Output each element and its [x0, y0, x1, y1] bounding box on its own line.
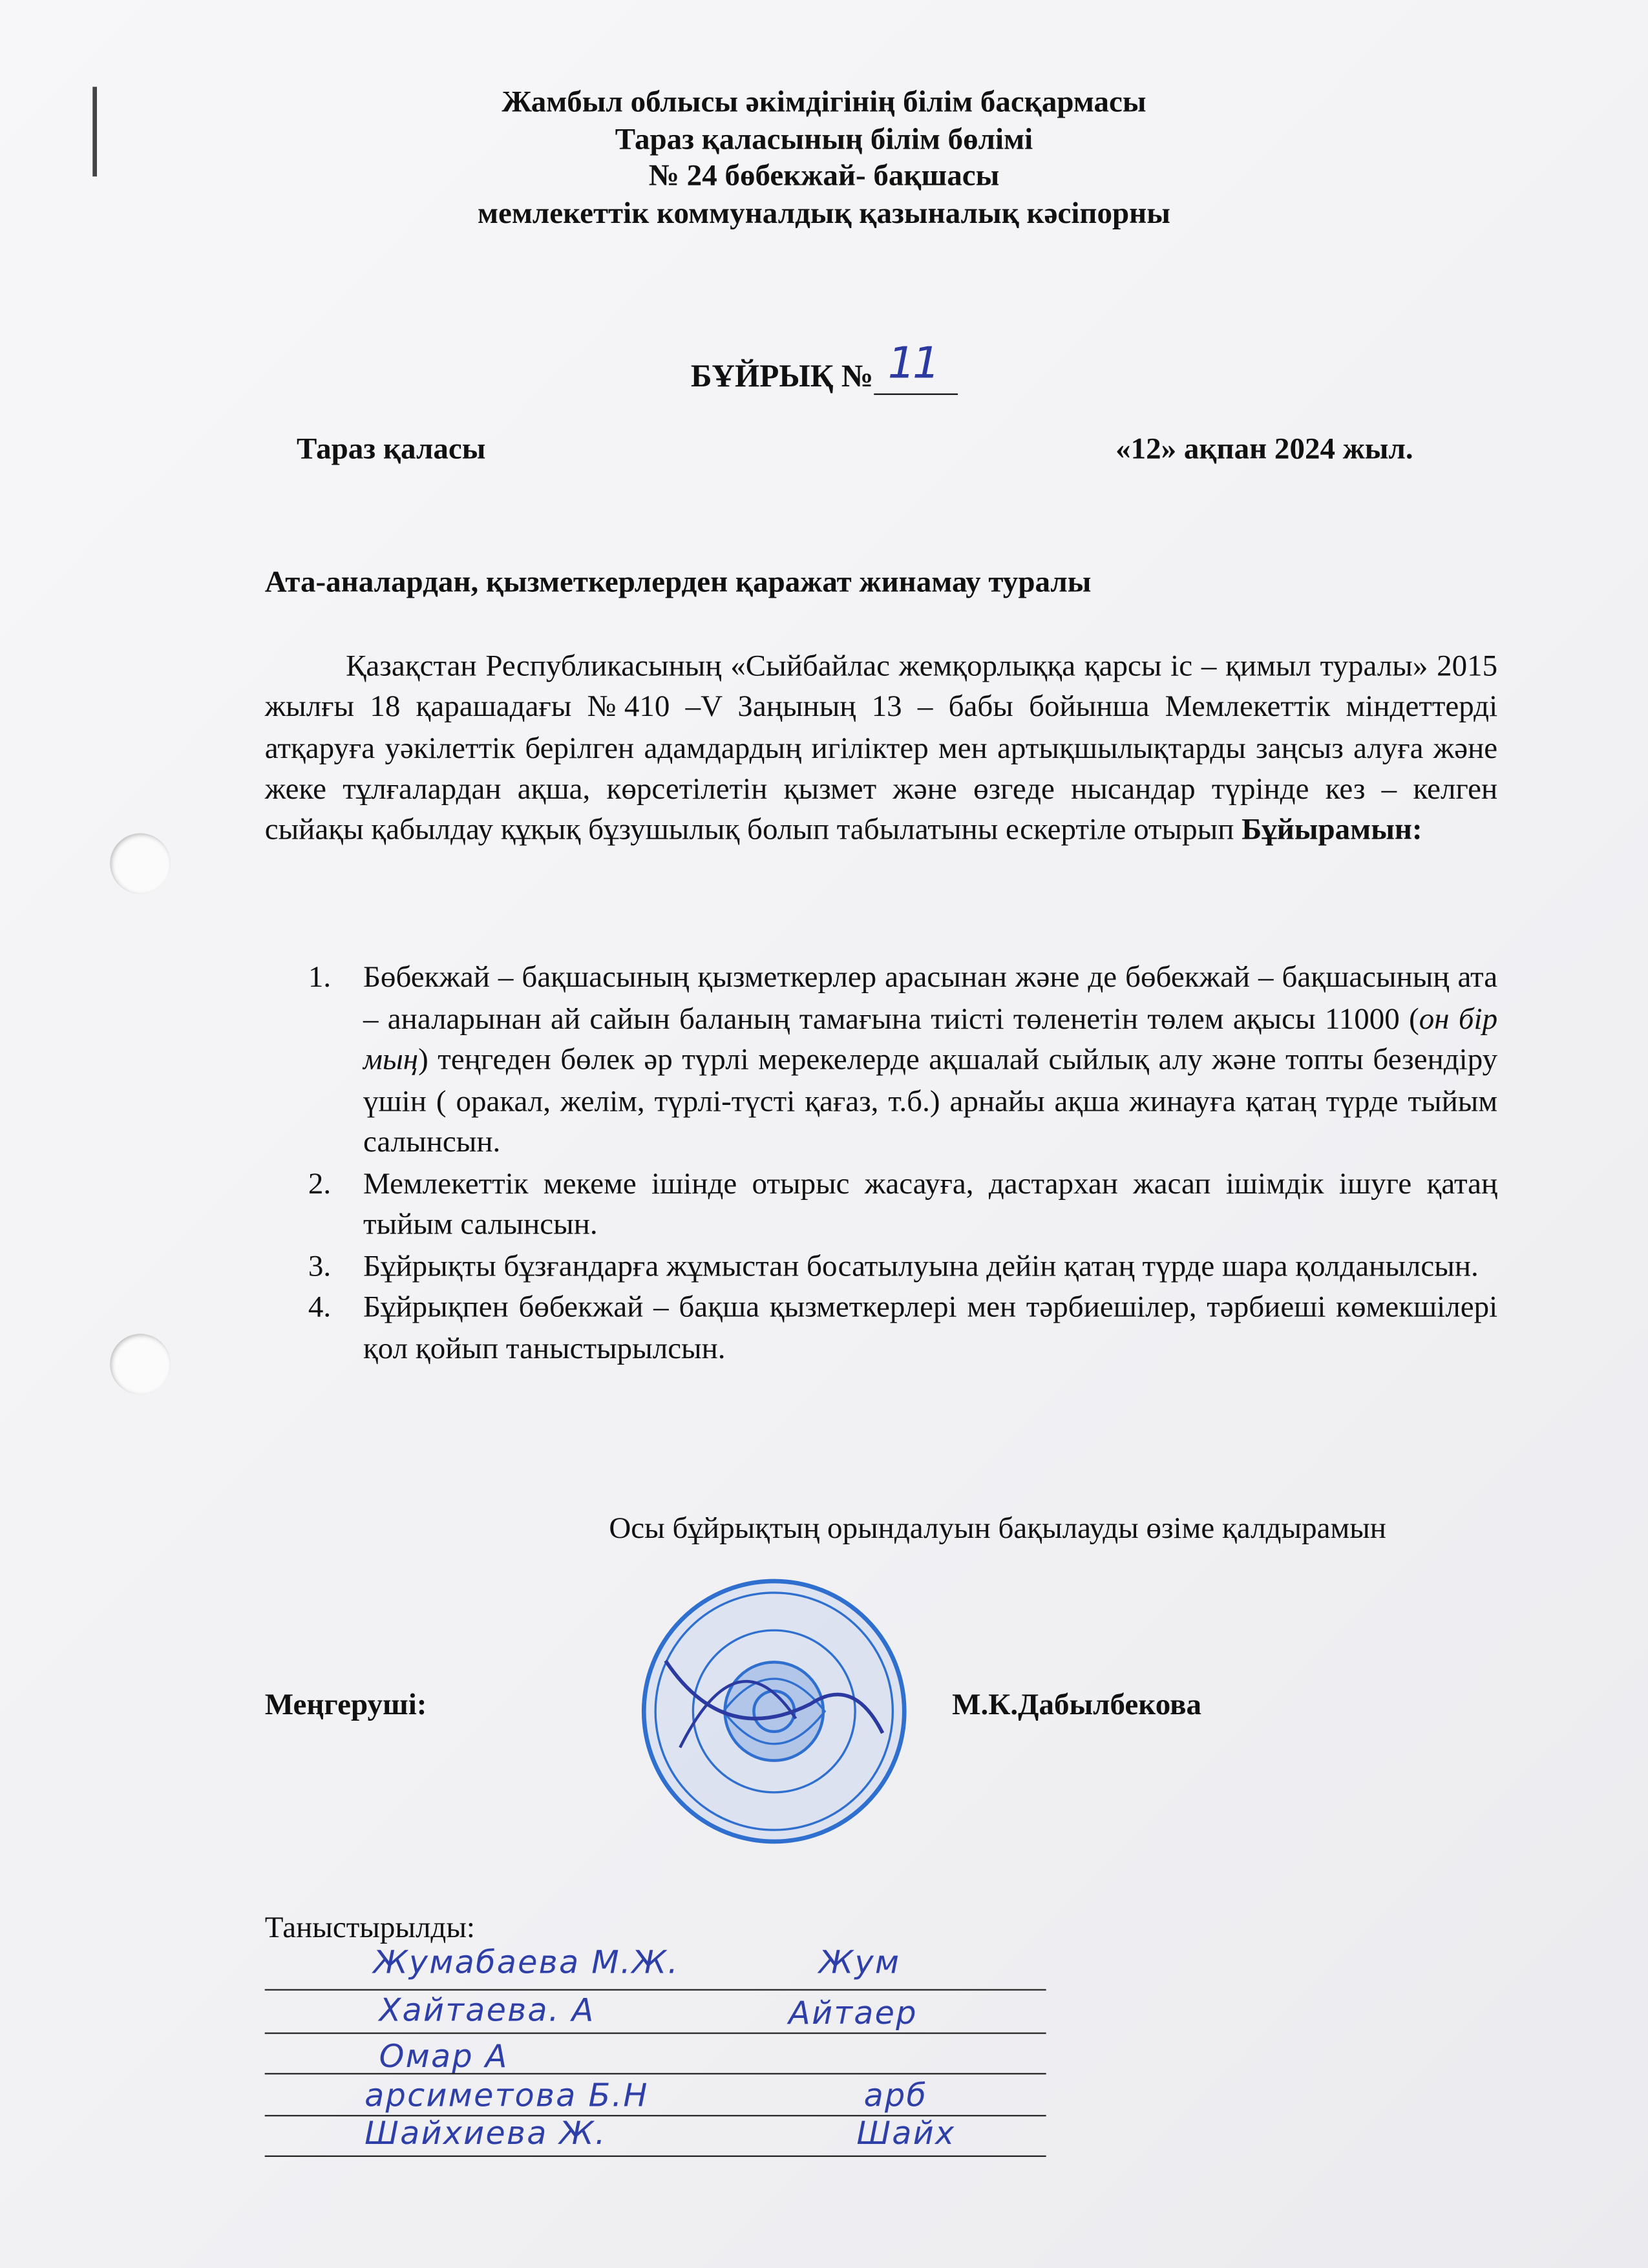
control-statement: Осы бұйрықтың орындалуын бақылауды өзіме қалдырамын: [609, 1510, 1386, 1546]
preamble-text: Қазақстан Республикасының «Сыйбайлас жемқорлыққа қарсы іс – қимыл туралы» 2015 жылғы 18 қарашадағы №410 –V Заңының 13 – бабы бойынша Мемлекеттік міндеттерді атқаруға уәкілеттік берілген адамдардың игіліктер мен артықшылықтарды заңсыз алуға және жеке тұлғалардан ақша, көрсетілетін қызмет және өзгеде нысандар түрінде кез – келген сыйақы қабылдау құқық бұзушылық болып табылатыны ескертіле отырып: [264, 647, 1498, 847]
official-stamp: [637, 1574, 911, 1849]
head-title: Меңгеруші:: [264, 1686, 427, 1722]
list-item-text: Бұйрықты бұзғандарға жұмыстан босатылуына дейін қатаң түрде шара қолданылсын.: [363, 1247, 1479, 1283]
header-line-3: № 24 бөбекжай- бақшасы: [648, 158, 1000, 193]
handwritten-signature: Жум: [819, 1946, 901, 1982]
list-item-text: Бөбекжай – бақшасының қызметкерлер арасынан және де бөбекжай – бақшасының ата – аналарынан ай сайын баланың тамағына тиісті төленетін төлем ақысы 11000 (: [363, 959, 1498, 1035]
header-line-1: Жамбыл облысы әкімдігінің білім басқармасы: [502, 83, 1146, 119]
list-item-number: 1.: [308, 959, 332, 994]
signature-line: [265, 2073, 1046, 2074]
organization-header: [0, 84, 1648, 231]
handwritten-name: Шайхиева Ж.: [364, 2116, 607, 2153]
handwritten-signature: арб: [863, 2079, 928, 2116]
list-item-text: Бұйрықпен бөбекжай – бақша қызметкерлері мен тәрбиешілер, тәрбиеші көмекшілері қол қойып таныстырылсын.: [363, 1288, 1498, 1365]
order-title-label: БҰЙРЫҚ №: [690, 357, 874, 394]
familiarized-label: Таныстырылды:: [264, 1909, 476, 1944]
list-item-number: 3.: [308, 1247, 332, 1283]
handwritten-name: Хайтаева. А: [379, 1993, 595, 2030]
list-item-number: 2.: [308, 1165, 332, 1201]
order-title: [0, 338, 1648, 395]
header-line-2: Тараз қаласының білім бөлімі: [615, 120, 1033, 156]
punch-hole-bottom: [110, 1334, 171, 1394]
order-number-handwritten: 11: [887, 338, 938, 390]
list-item: [265, 1244, 1497, 1286]
list-item-text: Мемлекеттік мекеме ішінде отырыс жасауға, дастархан жасап ішімдік ішуге қатаң тыйым салынсын.: [363, 1165, 1498, 1241]
order-subject: Ата-аналардан, қызметкерлерден қаражат жинамау туралы: [264, 564, 1092, 599]
preamble-paragraph: [265, 646, 1497, 850]
signature-line: [265, 2033, 1046, 2034]
order-number-field: [873, 338, 957, 395]
head-name: М.К.Дабылбекова: [952, 1686, 1202, 1722]
list-item-text-continued: ) теңгеден бөлек әр түрлі мерекелерде ақшалай сыйлық алу және топты безендіру үшін ( оракал, желім, түрлі-түсті қағаз, т.б.) арнайы ақша жинауға қатаң түрде тыйым салынсын.: [363, 1041, 1498, 1159]
order-date: «12» ақпан 2024 жыл.: [1115, 431, 1413, 466]
list-item-italic-text: он бір мың: [363, 1000, 1498, 1076]
order-items-list: [265, 956, 1497, 1369]
list-item: [265, 956, 1497, 1162]
header-line-4: мемлекеттік коммуналдық қазыналық кәсіпорны: [478, 194, 1170, 229]
list-item-number: 4.: [308, 1288, 332, 1324]
list-item: [265, 1162, 1497, 1245]
signature-line: [265, 1989, 1046, 1990]
list-item: [265, 1286, 1497, 1369]
signature-line: [265, 2156, 1046, 2157]
decree-word: Бұйырамын:: [1241, 812, 1422, 847]
handwritten-signature: Айтаер: [788, 1996, 918, 2033]
handwritten-name: Омар А: [379, 2039, 509, 2076]
handwritten-signature: Шайх: [856, 2116, 956, 2153]
punch-hole-top: [110, 834, 171, 894]
handwritten-name: Жумабаева М.Ж.: [373, 1946, 680, 1982]
order-city: Тараз қаласы: [296, 431, 486, 466]
handwritten-name: арсиметова Б.Н: [364, 2079, 649, 2116]
